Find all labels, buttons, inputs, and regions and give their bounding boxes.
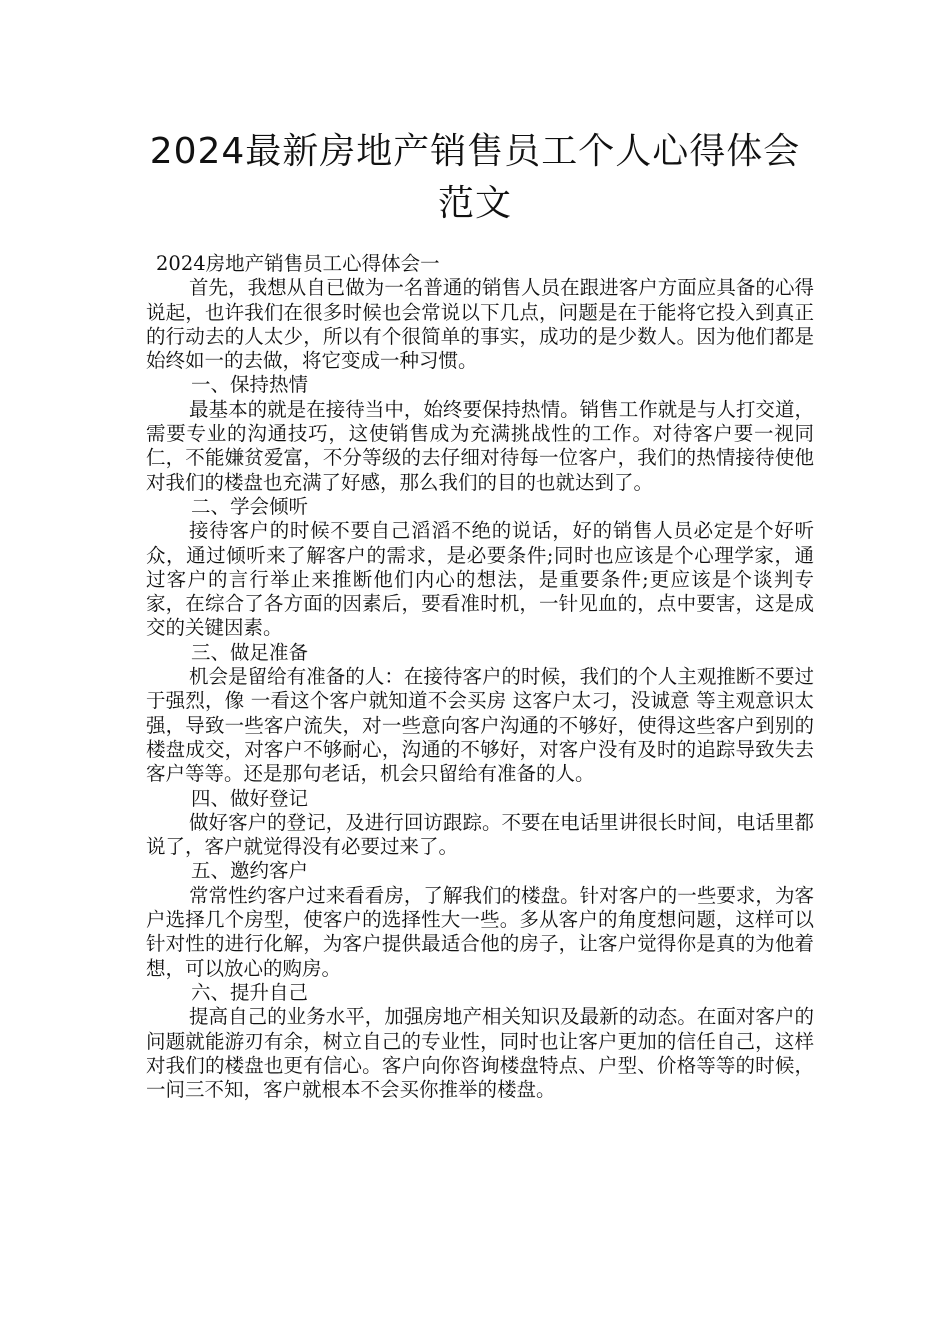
section-paragraph: 接待客户的时候不要自己滔滔不绝的说话，好的销售人员必定是个好听众，通过倾听来了解客户的需求，是必要条件;同时也应该是个心理学家，通过客户的言行举止来推断他们内心的想法，是重要条件;更应该是个谈判专家，在综合了各方面的因素后，要看准时机，一针见血的，点中要害，这是成交的关键因素。 <box>146 519 814 640</box>
section-heading: 二、学会倾听 <box>191 494 309 518</box>
section-paragraph: 做好客户的登记，及进行回访跟踪。不要在电话里讲很长时间，电话里都说了，客户就觉得没有必要过来了。 <box>146 810 814 859</box>
document-title <box>120 126 830 230</box>
section-heading: 六、提升自己 <box>191 980 309 1004</box>
title-line-1: 2024最新房地产销售员工个人心得体会 <box>149 131 801 172</box>
document-body <box>146 252 814 1102</box>
section-heading: 四、做好登记 <box>191 786 309 810</box>
section-paragraph: 最基本的就是在接待当中，始终要保持热情。销售工作就是与人打交道，需要专业的沟通技巧，这使销售成为充满挑战性的工作。对待客户要一视同仁，不能嫌贫爱富，不分等级的去仔细对待每一位客户，我们的热情接待使他对我们的楼盘也充满了好感，那么我们的目的也就达到了。 <box>146 397 814 494</box>
title-line-2: 范文 <box>437 183 512 224</box>
section-heading: 三、做足准备 <box>191 640 309 664</box>
intro-paragraph: 首先，我想从自已做为一名普通的销售人员在跟进客户方面应具备的心得说起，也许我们在很多时候也会常说以下几点，问题是在于能将它投入到真正的行动去的人太少，所以有个很简单的事实，成功的是少数人。因为他们都是始终如一的去做，将它变成一种习惯。 <box>146 276 814 373</box>
section-paragraph: 常常性约客户过来看看房，了解我们的楼盘。针对客户的一些要求，为客户选择几个房型，使客户的选择性大一些。多从客户的角度想问题，这样可以针对性的进行化解，为客户提供最适合他的房子，让客户觉得你是真的为他着想，可以放心的购房。 <box>146 883 814 980</box>
section-heading: 一、保持热情 <box>191 373 309 397</box>
section-paragraph: 机会是留给有准备的人：在接待客户的时候，我们的个人主观推断不要过于强烈，像 一看这个客户就知道不会买房 这客户太刁，没诚意 等主观意识太强，导致一些客户流失，对一些意向客户沟通的不够好，使得这些客户到别的楼盘成交，对客户不够耐心，沟通的不够好，对客户没有及时的追踪导致失去客户等等。还是那句老话，机会只留给有准备的人。 <box>146 665 814 786</box>
section-heading: 五、邀约客户 <box>191 859 309 883</box>
section-paragraph: 提高自己的业务水平，加强房地产相关知识及最新的动态。在面对客户的问题就能游刃有余，树立自己的专业性，同时也让客户更加的信任自己，这样对我们的楼盘也更有信心。客户向你咨询楼盘特点、户型、价格等等的时候，一问三不知，客户就根本不会买你推举的楼盘。 <box>146 1005 814 1102</box>
document-subtitle: 2024房地产销售员工心得体会一 <box>156 252 440 275</box>
